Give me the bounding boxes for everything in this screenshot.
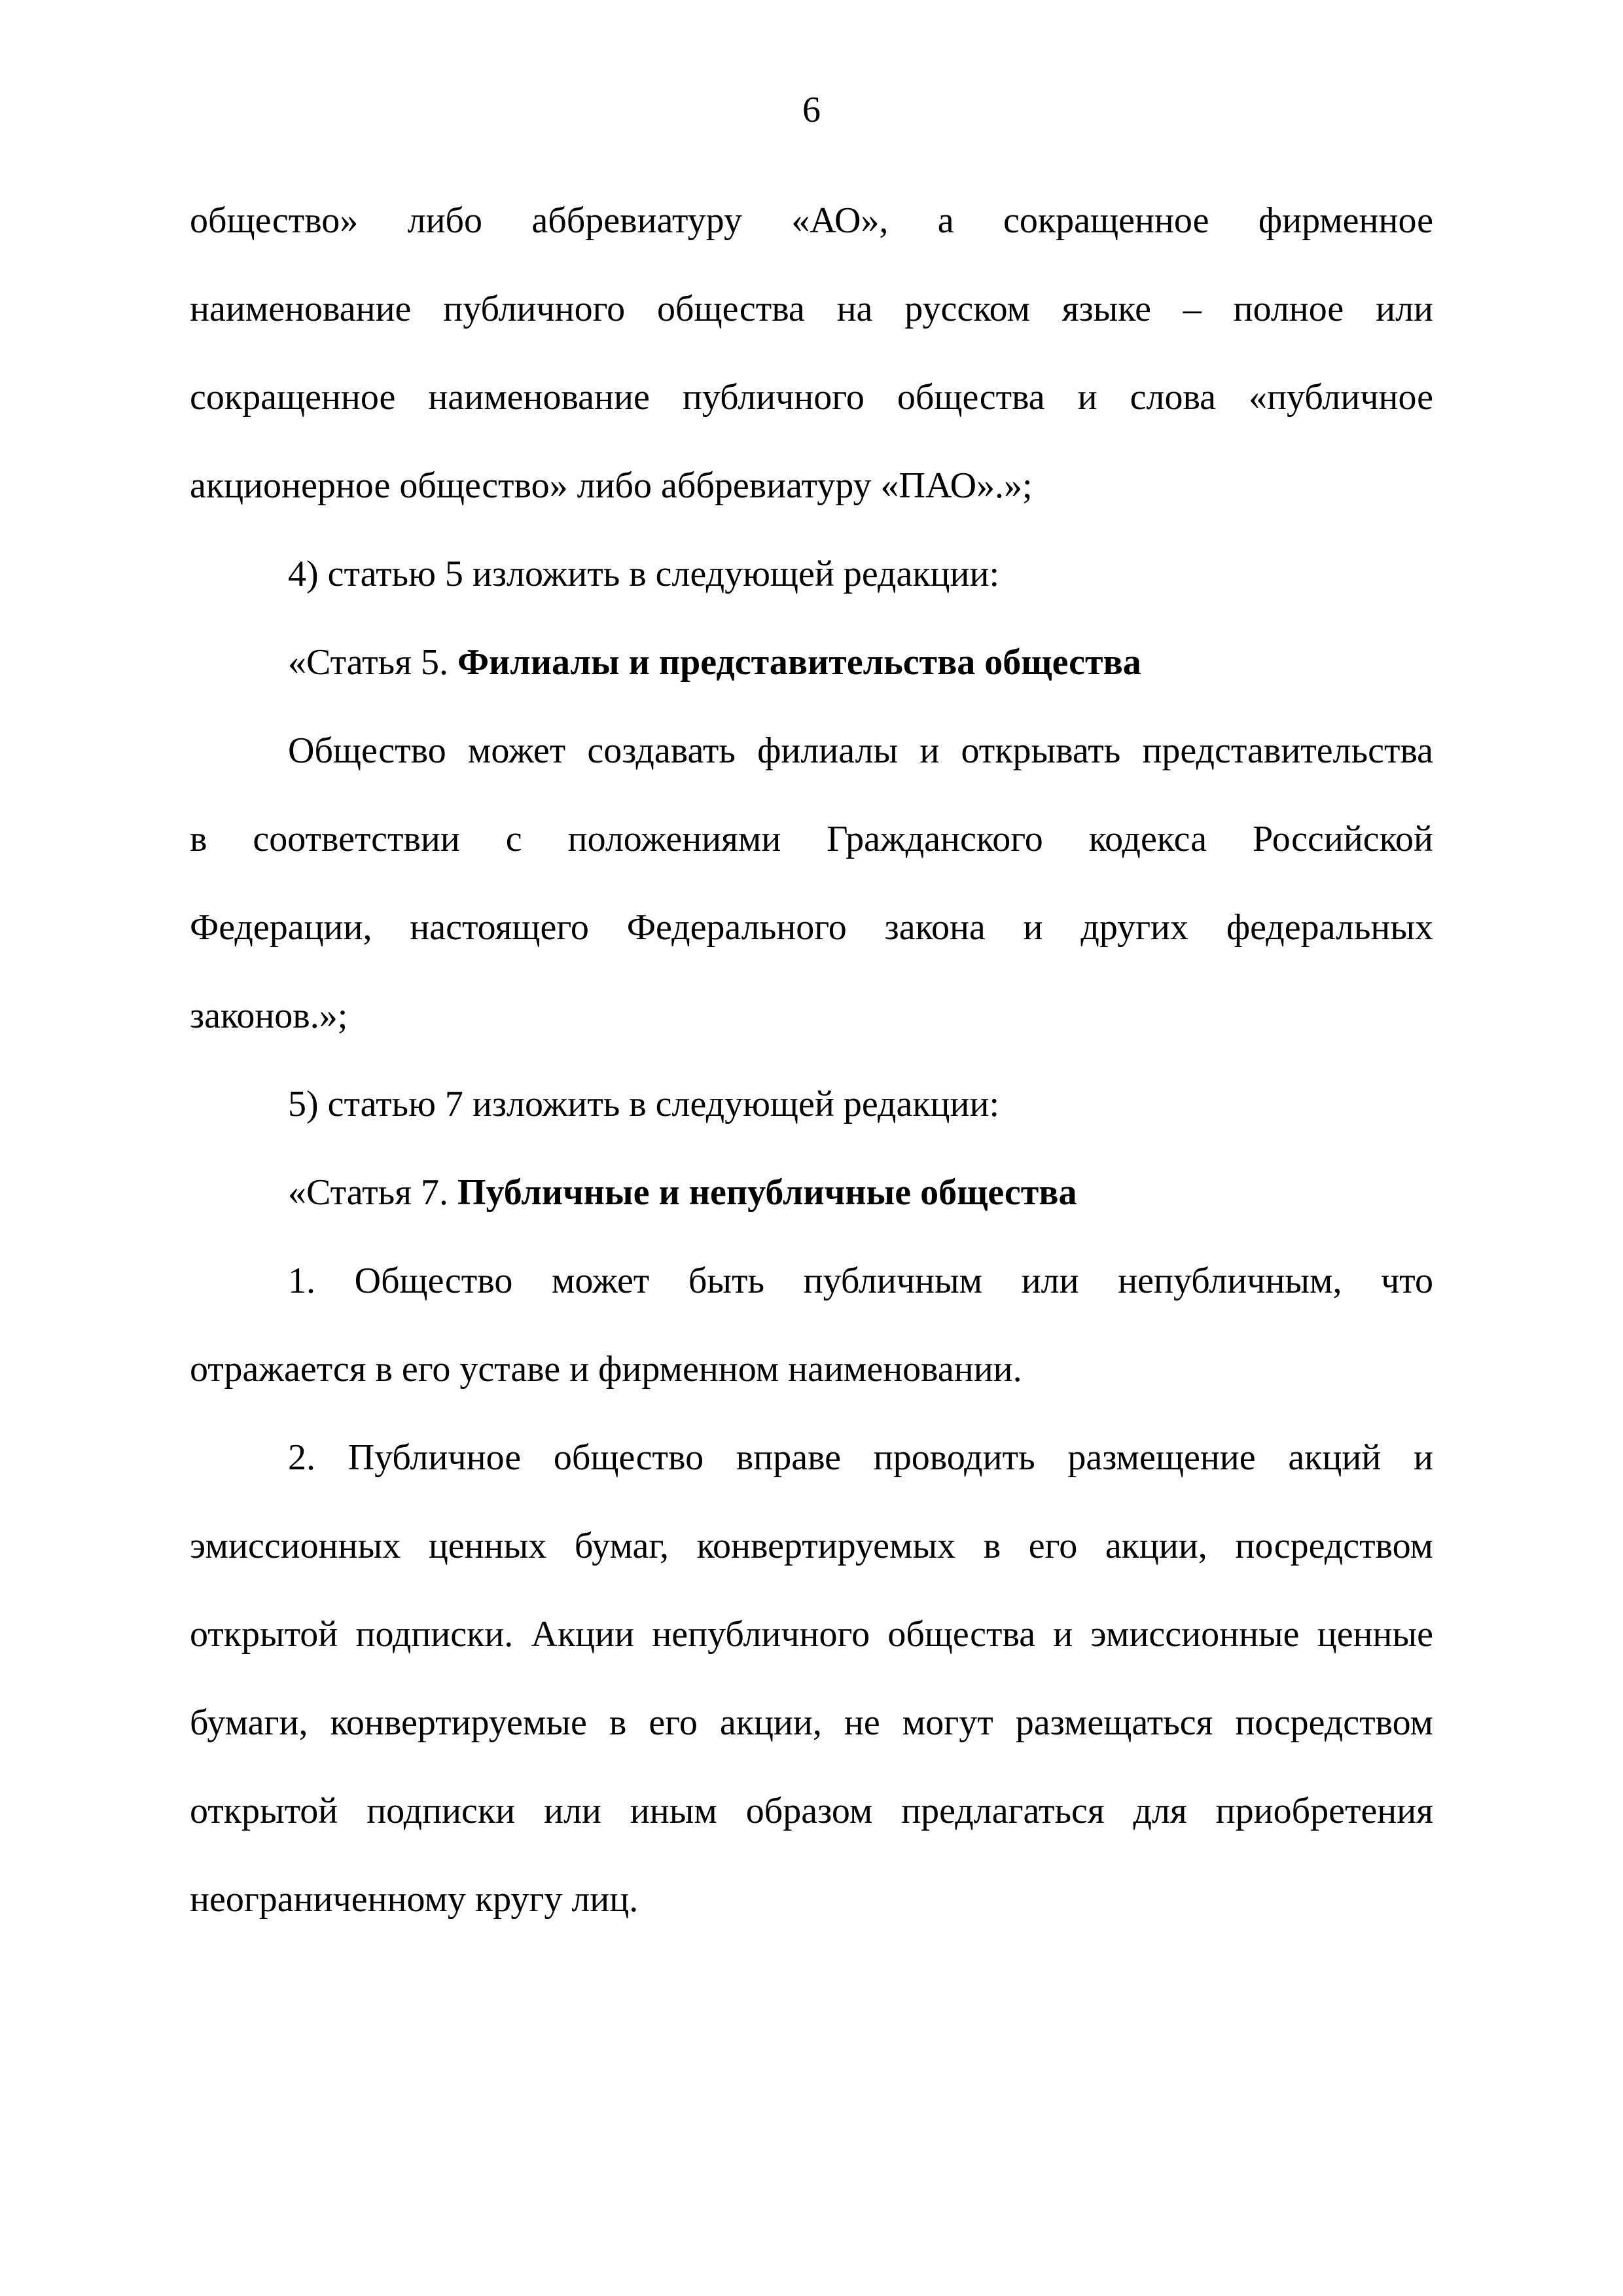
- paragraph-line: эмиссионных ценных бумаг, конвертируемых в его акции, посредством: [190, 1526, 1433, 1566]
- article-5-heading: [190, 619, 1433, 707]
- article-5-title: Филиалы и представительства общества: [457, 642, 1141, 683]
- page-number: 6: [802, 90, 821, 130]
- paragraph-line: в соответствии с положениями Гражданского кодекса Российской: [190, 819, 1433, 859]
- article-7-heading: [190, 1149, 1433, 1237]
- article-7-title: Публичные и непубличные общества: [457, 1172, 1077, 1213]
- amendment-item-4: 4) статью 5 изложить в следующей редакции:: [288, 554, 999, 594]
- paragraph-line: Федерации, настоящего Федерального закона и других федеральных: [190, 907, 1433, 948]
- paragraph-line: открытой подписки. Акции непубличного общества и эмиссионные ценные: [190, 1614, 1433, 1655]
- paragraph-line: отражается в его уставе и фирменном наименовании.: [190, 1349, 1022, 1390]
- article-7-prefix: «Статья 7.: [288, 1172, 457, 1213]
- paragraph-line: 1. Общество может быть публичным или непубличным, что: [288, 1261, 1433, 1301]
- paragraph-line: сокращенное наименование публичного общества и слова «публичное: [190, 377, 1433, 418]
- paragraph-line: наименование публичного общества на русском языке – полное или: [190, 289, 1433, 329]
- paragraph-line: Общество может создавать филиалы и открывать представительства: [288, 730, 1433, 771]
- paragraph-line: бумаги, конвертируемые в его акции, не могут размещаться посредством: [190, 1702, 1433, 1743]
- amendment-item-5: 5) статью 7 изложить в следующей редакции:: [288, 1084, 999, 1124]
- paragraph-line: неограниченному кругу лиц.: [190, 1879, 639, 1920]
- paragraph-line: акционерное общество» либо аббревиатуру «ПАО».»;: [190, 465, 1033, 506]
- paragraph-line: законов.»;: [190, 996, 348, 1036]
- paragraph-line: открытой подписки или иным образом предлагаться для приобретения: [190, 1791, 1433, 1831]
- document-body: [190, 177, 1433, 1944]
- paragraph-line: 2. Публичное общество вправе проводить размещение акций и: [288, 1437, 1433, 1478]
- article-5-prefix: «Статья 5.: [288, 642, 457, 683]
- paragraph-line: общество» либо аббревиатуру «АО», а сокращенное фирменное: [190, 200, 1433, 241]
